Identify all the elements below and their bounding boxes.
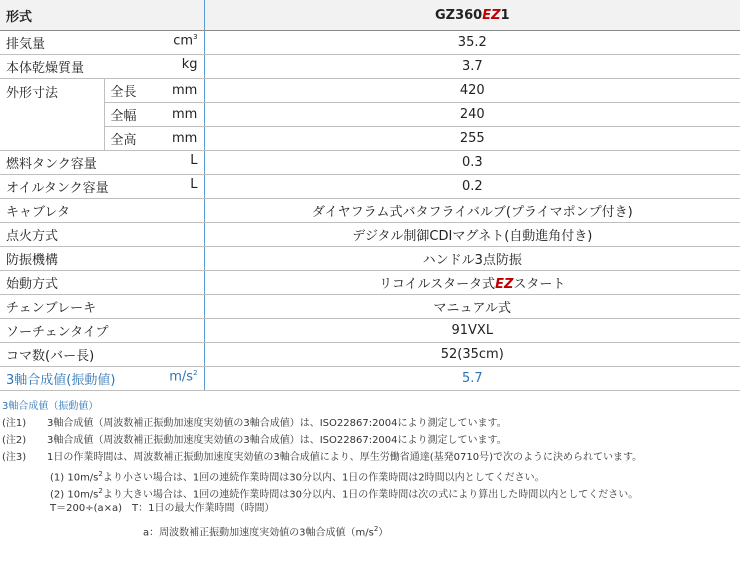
row-value: 420 (204, 79, 740, 103)
row-unit: $m/s^2$ (169, 369, 198, 385)
row-unit: mm (166, 127, 204, 151)
row-label: キャブレタ (0, 199, 204, 223)
row-value: デジタル制御CDIマグネト(自動進角付き) (204, 223, 740, 247)
spec-row-width (0, 103, 740, 127)
row-label: 燃料タンク容量 (6, 157, 97, 172)
notes-section (0, 398, 740, 538)
note-formula: T＝200÷(a×a) T：1日の最大作業時間（時間） (50, 503, 275, 514)
spec-row-antivibration (0, 247, 740, 271)
spec-row-vibration (0, 367, 740, 391)
dimensions-label: 外形寸法 (0, 79, 104, 151)
row-label: 本体乾燥質量 (6, 61, 85, 76)
note-3-item-2: (2) $10m/s^2$より大きい場合は、1回の連続作業時間は30分以内、1日の作業時間は次の式により算出した時間以内としてください。 (50, 487, 639, 501)
note-key: (注2) (2, 435, 27, 446)
row-unit: L (190, 153, 198, 168)
note-3 (0, 449, 740, 466)
row-value: 0.3 (204, 151, 740, 175)
spec-row-pitch-count (0, 343, 740, 367)
row-value: 5.7 (204, 367, 740, 391)
row-unit: $cm^3$ (173, 33, 198, 49)
row-unit: L (190, 177, 198, 192)
spec-row-chain-brake (0, 295, 740, 319)
spec-row-height (0, 127, 740, 151)
row-value: ハンドル3点防振 (204, 247, 740, 271)
row-value: 240 (204, 103, 740, 127)
model-name: GZ360EZ1 (204, 0, 740, 31)
spec-row-dry-weight (0, 55, 740, 79)
spec-row-oil-tank (0, 175, 740, 199)
spec-row-starting (0, 271, 740, 295)
notes-heading: 3軸合成値（振動値） (2, 401, 99, 412)
note-text: 3軸合成値（周波数補正振動加速度実効値の3軸合成値）は、ISO22867:2004により測定しています。 (47, 418, 507, 429)
row-label: 全高 (104, 127, 166, 151)
spec-row-carburetor (0, 199, 740, 223)
row-value: 52(35cm) (204, 343, 740, 367)
spec-row-ignition (0, 223, 740, 247)
row-unit: kg (181, 57, 198, 72)
row-label: 点火方式 (0, 223, 204, 247)
row-label: 始動方式 (0, 271, 204, 295)
spec-row-saw-chain (0, 319, 740, 343)
row-label: 全長 (104, 79, 166, 103)
spec-row-length (0, 79, 740, 103)
header-label: 形式 (0, 0, 204, 31)
spec-row-displacement (0, 31, 740, 55)
note-text: 3軸合成値（周波数補正振動加速度実効値の3軸合成値）は、ISO22867:2004により測定しています。 (47, 435, 507, 446)
ez-logo: EZ (495, 277, 514, 292)
header-row (0, 0, 740, 31)
row-value: マニュアル式 (204, 295, 740, 319)
note-key: (注3) (2, 452, 27, 463)
note-1 (0, 415, 740, 432)
note-text: 1日の作業時間は、周波数補正振動加速度実効値の3軸合成値により、厚生労働省通達(基発0710号)で次のように決められています。 (47, 452, 643, 463)
row-value: 0.2 (204, 175, 740, 199)
note-key: (注1) (2, 418, 27, 429)
row-value: 255 (204, 127, 740, 151)
note-3-item-1: (1) $10m/s^2$より小さい場合は、1回の連続作業時間は30分以内、1日の作業時間は2時間以内としてください。 (50, 470, 545, 484)
row-label: オイルタンク容量 (6, 181, 109, 196)
row-label: 全幅 (104, 103, 166, 127)
spec-row-fuel-tank (0, 151, 740, 175)
ez-logo: EZ (482, 7, 501, 23)
row-value: 3.7 (204, 55, 740, 79)
row-label: チェンブレーキ (0, 295, 204, 319)
note-2 (0, 432, 740, 449)
row-unit: mm (166, 79, 204, 103)
row-label: 3軸合成値(振動値) (6, 373, 116, 388)
row-unit: mm (166, 103, 204, 127)
row-value: 35.2 (204, 31, 740, 55)
row-label: ソーチェンタイプ (0, 319, 204, 343)
row-label: コマ数(バー長) (0, 343, 204, 367)
row-value: 91VXL (204, 319, 740, 343)
row-value: ダイヤフラム式バタフライバルブ(プライマポンプ付き) (204, 199, 740, 223)
row-label: 排気量 (6, 37, 46, 52)
row-value: リコイルスタータ式EZスタート (204, 271, 740, 295)
note-a-definition: a：周波数補正振動加速度実効値の3軸合成値$(m/s^2)$ (143, 525, 389, 539)
row-label: 防振機構 (0, 247, 204, 271)
